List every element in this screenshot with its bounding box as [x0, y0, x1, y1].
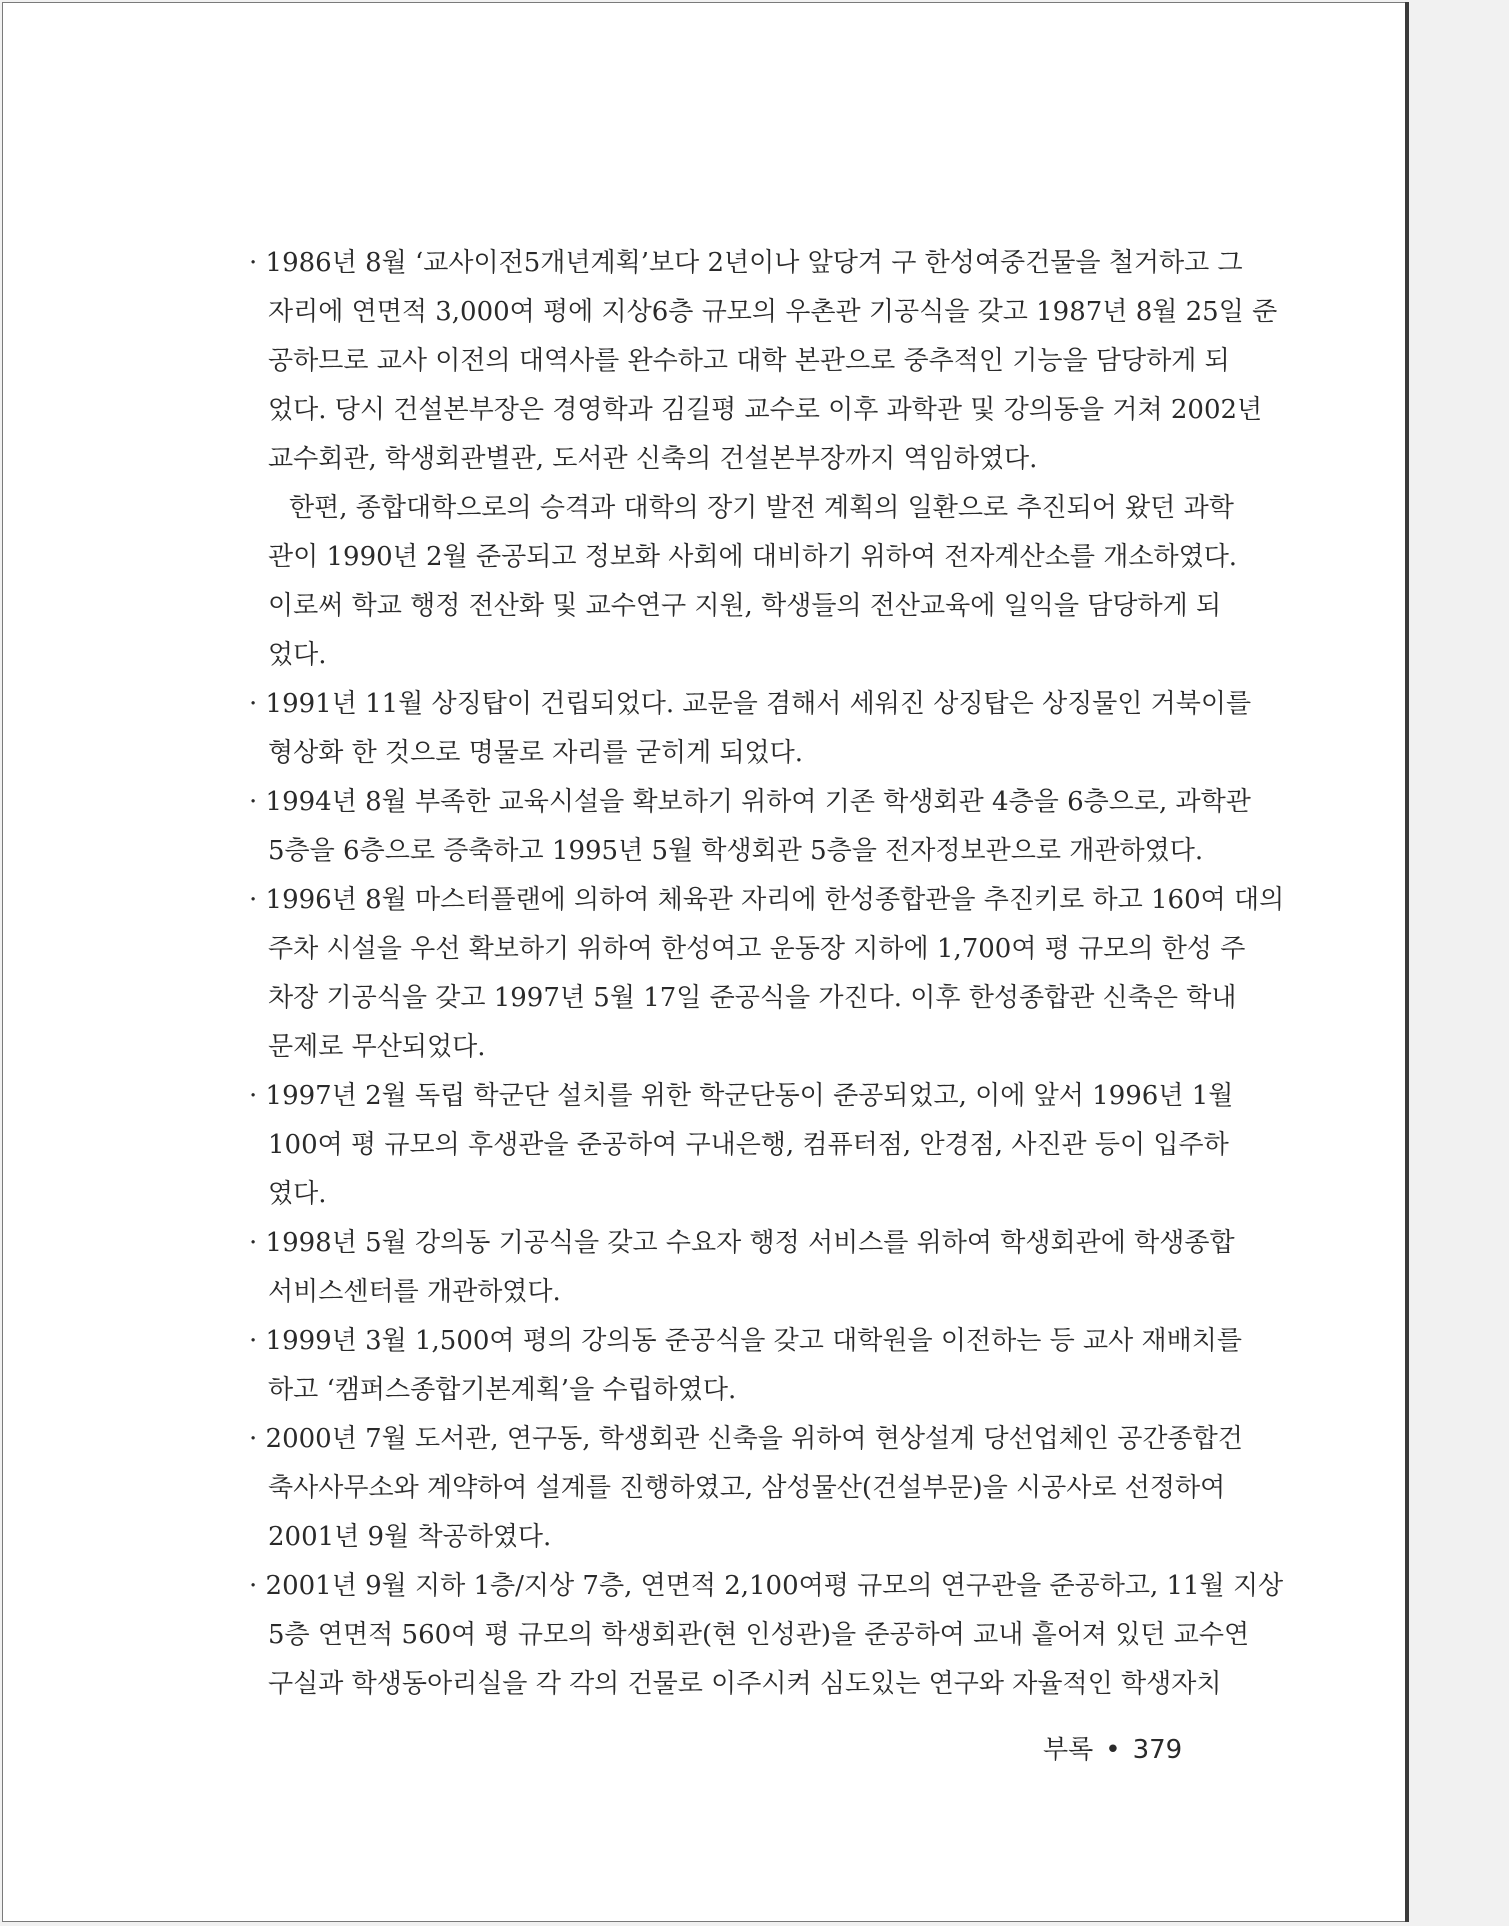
footer-separator: •	[1105, 1735, 1121, 1765]
document-page	[2, 2, 1406, 1922]
text-line: · 1996년 8월 마스터플랜에 의하여 체육관 자리에 한성종합관을 추진키로 하고 160여 대의	[249, 885, 1285, 915]
text-line: 5층을 6층으로 증축하고 1995년 5월 학생회관 5층을 전자정보관으로 개관하였다.	[268, 836, 1204, 866]
text-line: · 1991년 11월 상징탑이 건립되었다. 교문을 겸해서 세워진 상징탑은 상징물인 거북이를	[249, 689, 1252, 719]
text-line: 서비스센터를 개관하였다.	[268, 1277, 561, 1307]
text-line: 이로써 학교 행정 전산화 및 교수연구 지원, 학생들의 전산교육에 일익을 담당하게 되	[268, 591, 1222, 621]
text-line: 한편, 종합대학으로의 승격과 대학의 장기 발전 계획의 일환으로 추진되어 왔던 과학	[289, 493, 1234, 523]
footer-section-label: 부록	[1043, 1735, 1094, 1765]
text-line: 100여 평 규모의 후생관을 준공하여 구내은행, 컴퓨터점, 안경점, 사진관 등이 입주하	[268, 1130, 1229, 1160]
page-footer	[1043, 1730, 1203, 1770]
page-edge-shadow	[1405, 2, 1408, 1922]
text-line: 형상화 한 것으로 명물로 자리를 굳히게 되었다.	[268, 738, 804, 768]
text-line: 주차 시설을 우선 확보하기 위하여 한성여고 운동장 지하에 1,700여 평 규모의 한성 주	[268, 934, 1246, 964]
text-line: 관이 1990년 2월 준공되고 정보화 사회에 대비하기 위하여 전자계산소를 개소하였다.	[268, 542, 1238, 572]
text-line: · 1986년 8월 ‘교사이전5개년계획’보다 2년이나 앞당겨 구 한성여중건물을 철거하고 그	[249, 248, 1243, 278]
text-line: 공하므로 교사 이전의 대역사를 완수하고 대학 본관으로 중추적인 기능을 담당하게 되	[268, 346, 1230, 376]
text-line: 자리에 연면적 3,000여 평에 지상6층 규모의 우촌관 기공식을 갖고 1987년 8월 25일 준	[268, 297, 1278, 327]
text-line: 구실과 학생동아리실을 각 각의 건물로 이주시켜 심도있는 연구와 자율적인 학생자치	[268, 1669, 1222, 1699]
text-line: · 1998년 5월 강의동 기공식을 갖고 수요자 행정 서비스를 위하여 학생회관에 학생종합	[249, 1228, 1235, 1258]
text-line: · 1997년 2월 독립 학군단 설치를 위한 학군단동이 준공되었고, 이에 앞서 1996년 1월	[249, 1081, 1234, 1111]
text-line: · 2000년 7월 도서관, 연구동, 학생회관 신축을 위하여 현상설계 당선업체인 공간종합건	[249, 1424, 1243, 1454]
text-line: 었다. 당시 건설본부장은 경영학과 김길평 교수로 이후 과학관 및 강의동을 거쳐 2002년	[268, 395, 1263, 425]
page-number: 379	[1132, 1735, 1183, 1765]
text-line: 축사사무소와 계약하여 설계를 진행하였고, 삼성물산(건설부문)을 시공사로 선정하여	[268, 1473, 1226, 1503]
text-line: 2001년 9월 착공하였다.	[268, 1522, 552, 1552]
text-line: 문제로 무산되었다.	[268, 1032, 486, 1062]
text-line: 었다.	[268, 640, 327, 670]
text-line: 차장 기공식을 갖고 1997년 5월 17일 준공식을 가진다. 이후 한성종합관 신축은 학내	[268, 983, 1237, 1013]
text-line: 교수회관, 학생회관별관, 도서관 신축의 건설본부장까지 역임하였다.	[268, 444, 1038, 474]
text-line: · 2001년 9월 지하 1층/지상 7층, 연면적 2,100여평 규모의 연구관을 준공하고, 11월 지상	[249, 1571, 1284, 1601]
text-line: 하고 ‘캠퍼스종합기본계획’을 수립하였다.	[268, 1375, 737, 1405]
text-line: · 1999년 3월 1,500여 평의 강의동 준공식을 갖고 대학원을 이전하는 등 교사 재배치를	[249, 1326, 1242, 1356]
text-line: 5층 연면적 560여 평 규모의 학생회관(현 인성관)을 준공하여 교내 흩어져 있던 교수연	[268, 1620, 1250, 1650]
text-line: · 1994년 8월 부족한 교육시설을 확보하기 위하여 기존 학생회관 4층을 6층으로, 과학관	[249, 787, 1251, 817]
text-line: 였다.	[268, 1179, 327, 1209]
